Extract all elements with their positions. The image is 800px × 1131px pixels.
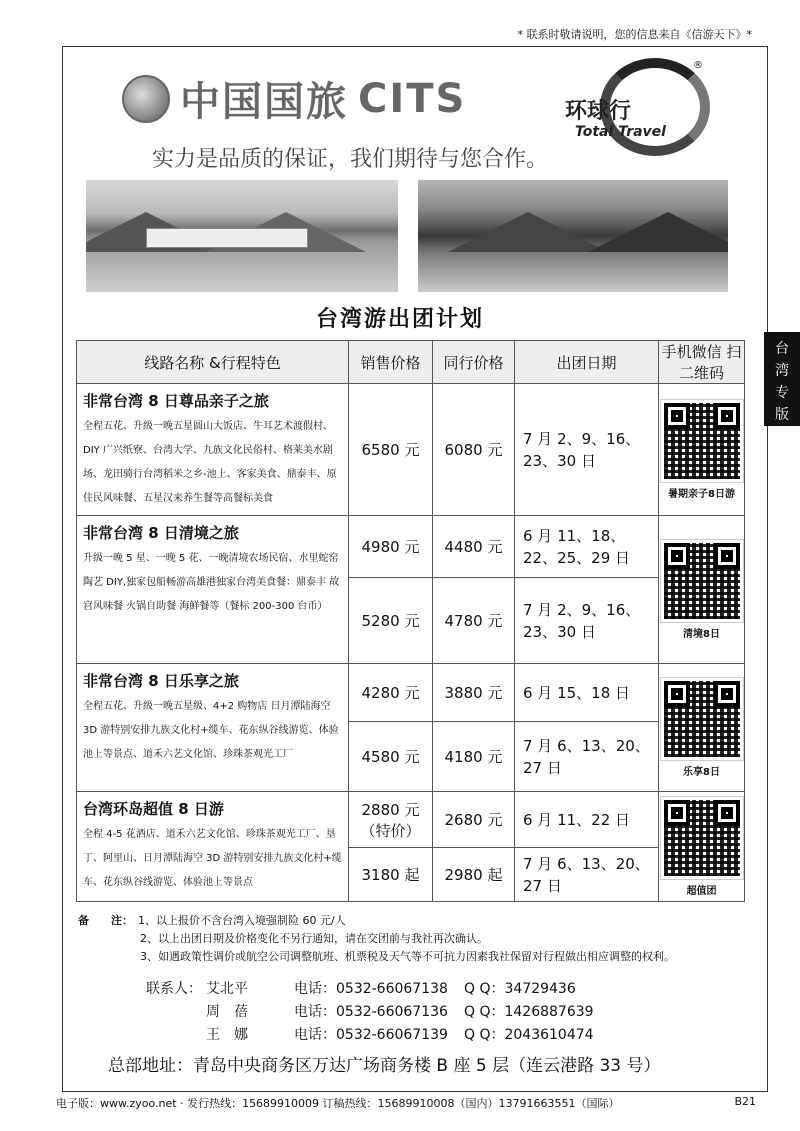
peer-price: 4480 元 — [433, 516, 515, 578]
cits-logo — [122, 70, 466, 127]
sale-price: 5280 元 — [349, 578, 433, 664]
qr-code[interactable] — [661, 678, 743, 760]
contact-qq: Q Q：1426887639 — [464, 1004, 594, 1020]
tour-plan-table — [76, 340, 745, 902]
sale-price: 3180 起 — [349, 848, 433, 902]
route-cell — [77, 664, 349, 792]
departure-dates: 6 月 15、18 日 — [515, 664, 659, 722]
table-row — [77, 792, 745, 848]
contact-row — [146, 1001, 594, 1024]
lake-photo — [418, 180, 728, 292]
note-item: 1、以上报价不含台湾入境强制险 60 元/人 — [138, 914, 346, 927]
sale-price: 6580 元 — [349, 384, 433, 516]
sale-price: 4980 元 — [349, 516, 433, 578]
header-route: 线路名称 &行程特色 — [77, 341, 349, 384]
route-cell — [77, 384, 349, 516]
qr-label: 乐享8日 — [683, 766, 720, 778]
peer-price: 2680 元 — [433, 792, 515, 848]
cits-globe-icon — [122, 75, 170, 123]
contacts — [146, 978, 594, 1047]
side-tab-char: 专 — [775, 385, 789, 401]
header-peer-price: 同行价格 — [433, 341, 515, 384]
total-travel-cn: 环球行 — [565, 98, 632, 124]
mountain-shape — [448, 212, 608, 252]
top-note: * 联系时敬请说明，您的信息来自《信游天下》* — [517, 28, 752, 41]
table-row — [77, 516, 745, 578]
contact-qq: Q Q：34729436 — [464, 981, 576, 997]
departure-dates: 7 月 6、13、20、27 日 — [515, 848, 659, 902]
contact-qq: Q Q：2043610474 — [464, 1027, 594, 1043]
contacts-label: 联系人： — [146, 981, 202, 997]
contact-phone: 电话：0532-66067139 — [294, 1027, 448, 1043]
route-cell — [77, 516, 349, 664]
qr-label: 暑期亲子8日游 — [668, 488, 735, 500]
boat-shape — [146, 228, 308, 248]
note-item: 3、如遇政策性调价或航空公司调整航班、机票税及天气等不可抗力因素我社保留对行程做出相应调整的权利。 — [140, 950, 675, 963]
contact-phone: 电话：0532-66067136 — [294, 1004, 448, 1020]
route-name: 非常台湾 8 日尊品亲子之旅 — [83, 392, 269, 410]
side-tab-char: 湾 — [775, 363, 789, 379]
peer-price: 4780 元 — [433, 578, 515, 664]
header-qr: 手机微信 扫二维码 — [659, 341, 745, 384]
total-travel-en: Total Travel — [575, 124, 666, 140]
qr-code[interactable] — [661, 400, 743, 482]
sale-price: 4580 元 — [349, 722, 433, 792]
sale-price: 4280 元 — [349, 664, 433, 722]
qr-cell — [659, 792, 745, 902]
sale-price: 2880 元（特价） — [349, 792, 433, 848]
qr-code[interactable] — [661, 540, 743, 622]
total-travel-logo — [565, 58, 715, 148]
harbor-photo — [86, 180, 398, 292]
peer-price: 3880 元 — [433, 664, 515, 722]
contact-row — [146, 978, 594, 1001]
header-sale-price: 销售价格 — [349, 341, 433, 384]
contact-name: 王 娜 — [206, 1027, 248, 1043]
route-desc: 全程五花、升级一晚五星级、4+2 购物店 日月潭陆海空 3D 游特别安排九族文化村+缆车、花东纵谷线游览、体验池上等景点、道禾六艺文化馆、珍珠茶观光工厂 — [83, 701, 339, 760]
hq-address: 总部地址：青岛中央商务区万达广场商务楼 B 座 5 层（连云港路 33 号） — [108, 1056, 661, 1076]
departure-dates: 6 月 11、18、22、25、29 日 — [515, 516, 659, 578]
qr-code[interactable] — [661, 797, 743, 879]
registered-mark: ® — [693, 60, 703, 71]
qr-cell — [659, 516, 745, 664]
side-tab-char: 台 — [775, 341, 789, 357]
qr-cell — [659, 384, 745, 516]
cits-logo-en: CITS — [358, 75, 467, 122]
contact-row — [146, 1024, 594, 1047]
route-desc: 全程五花、升级一晚五星圆山大饭店、牛耳艺术渡假村、DIY 广兴纸寮、台湾大学、九族文化民俗村、格莱美水剧场、龙田骑行台湾稻米之乡-池上、客家美食、鼎泰丰、原住民风味餐、五星汉来养生餐等高餐标美食 — [83, 421, 337, 504]
side-tab — [764, 332, 800, 426]
slogan: 实力是品质的保证，我们期待与您合作。 — [152, 147, 549, 172]
peer-price: 4180 元 — [433, 722, 515, 792]
table-row — [77, 664, 745, 722]
route-name: 台湾环岛超值 8 日游 — [83, 800, 224, 818]
route-desc: 升级一晚 5 星、一晚 5 花、一晚清境农场民宿、水里蛇窑陶艺 DIY,独家包船畅游高雄港独家台湾美食餐：鼎泰丰 故宫风味餐 火锅自助餐 海鲜餐等（餐标 200-300 台币） — [83, 553, 340, 612]
notes — [78, 912, 675, 966]
departure-dates: 7 月 6、13、20、27 日 — [515, 722, 659, 792]
side-tab-char: 版 — [775, 407, 789, 423]
peer-price: 6080 元 — [433, 384, 515, 516]
departure-dates: 7 月 2、9、16、23、30 日 — [515, 384, 659, 516]
page-number: B21 — [734, 1095, 756, 1108]
departure-dates: 6 月 11、22 日 — [515, 792, 659, 848]
route-desc: 全程 4-5 花酒店、道禾六艺文化馆、珍珠茶观光工厂、垦丁、阿里山、日月潭陆海空 3D 游特别安排九族文化村+缆车、花东纵谷线游览、体验池上等景点 — [83, 829, 342, 888]
table-header-row — [77, 341, 745, 384]
route-name: 非常台湾 8 日清境之旅 — [83, 524, 239, 542]
cits-logo-cn: 中国国旅 — [180, 79, 348, 125]
footer-text: 电子版：www.zyoo.net · 发行热线：15689910009 订稿热线：15689910008（国内）13791663551（国际） — [56, 1097, 620, 1110]
section-title: 台湾游出团计划 — [315, 307, 484, 332]
route-cell — [77, 792, 349, 902]
peer-price: 2980 起 — [433, 848, 515, 902]
footer — [56, 1095, 756, 1111]
notes-label: 备 注： — [78, 914, 133, 927]
contact-phone: 电话：0532-66067138 — [294, 981, 448, 997]
contact-name: 艾北平 — [206, 981, 248, 997]
route-name: 非常台湾 8 日乐享之旅 — [83, 672, 239, 690]
header-dates: 出团日期 — [515, 341, 659, 384]
qr-label: 超值团 — [686, 885, 717, 897]
qr-label: 清境8日 — [683, 628, 720, 640]
contact-name: 周 蓓 — [206, 1004, 248, 1020]
note-item: 2、以上出团日期及价格变化不另行通知，请在交团前与我社再次确认。 — [140, 932, 488, 945]
mountain-shape — [588, 212, 728, 252]
table-row — [77, 384, 745, 516]
qr-cell — [659, 664, 745, 792]
departure-dates: 7 月 2、9、16、23、30 日 — [515, 578, 659, 664]
